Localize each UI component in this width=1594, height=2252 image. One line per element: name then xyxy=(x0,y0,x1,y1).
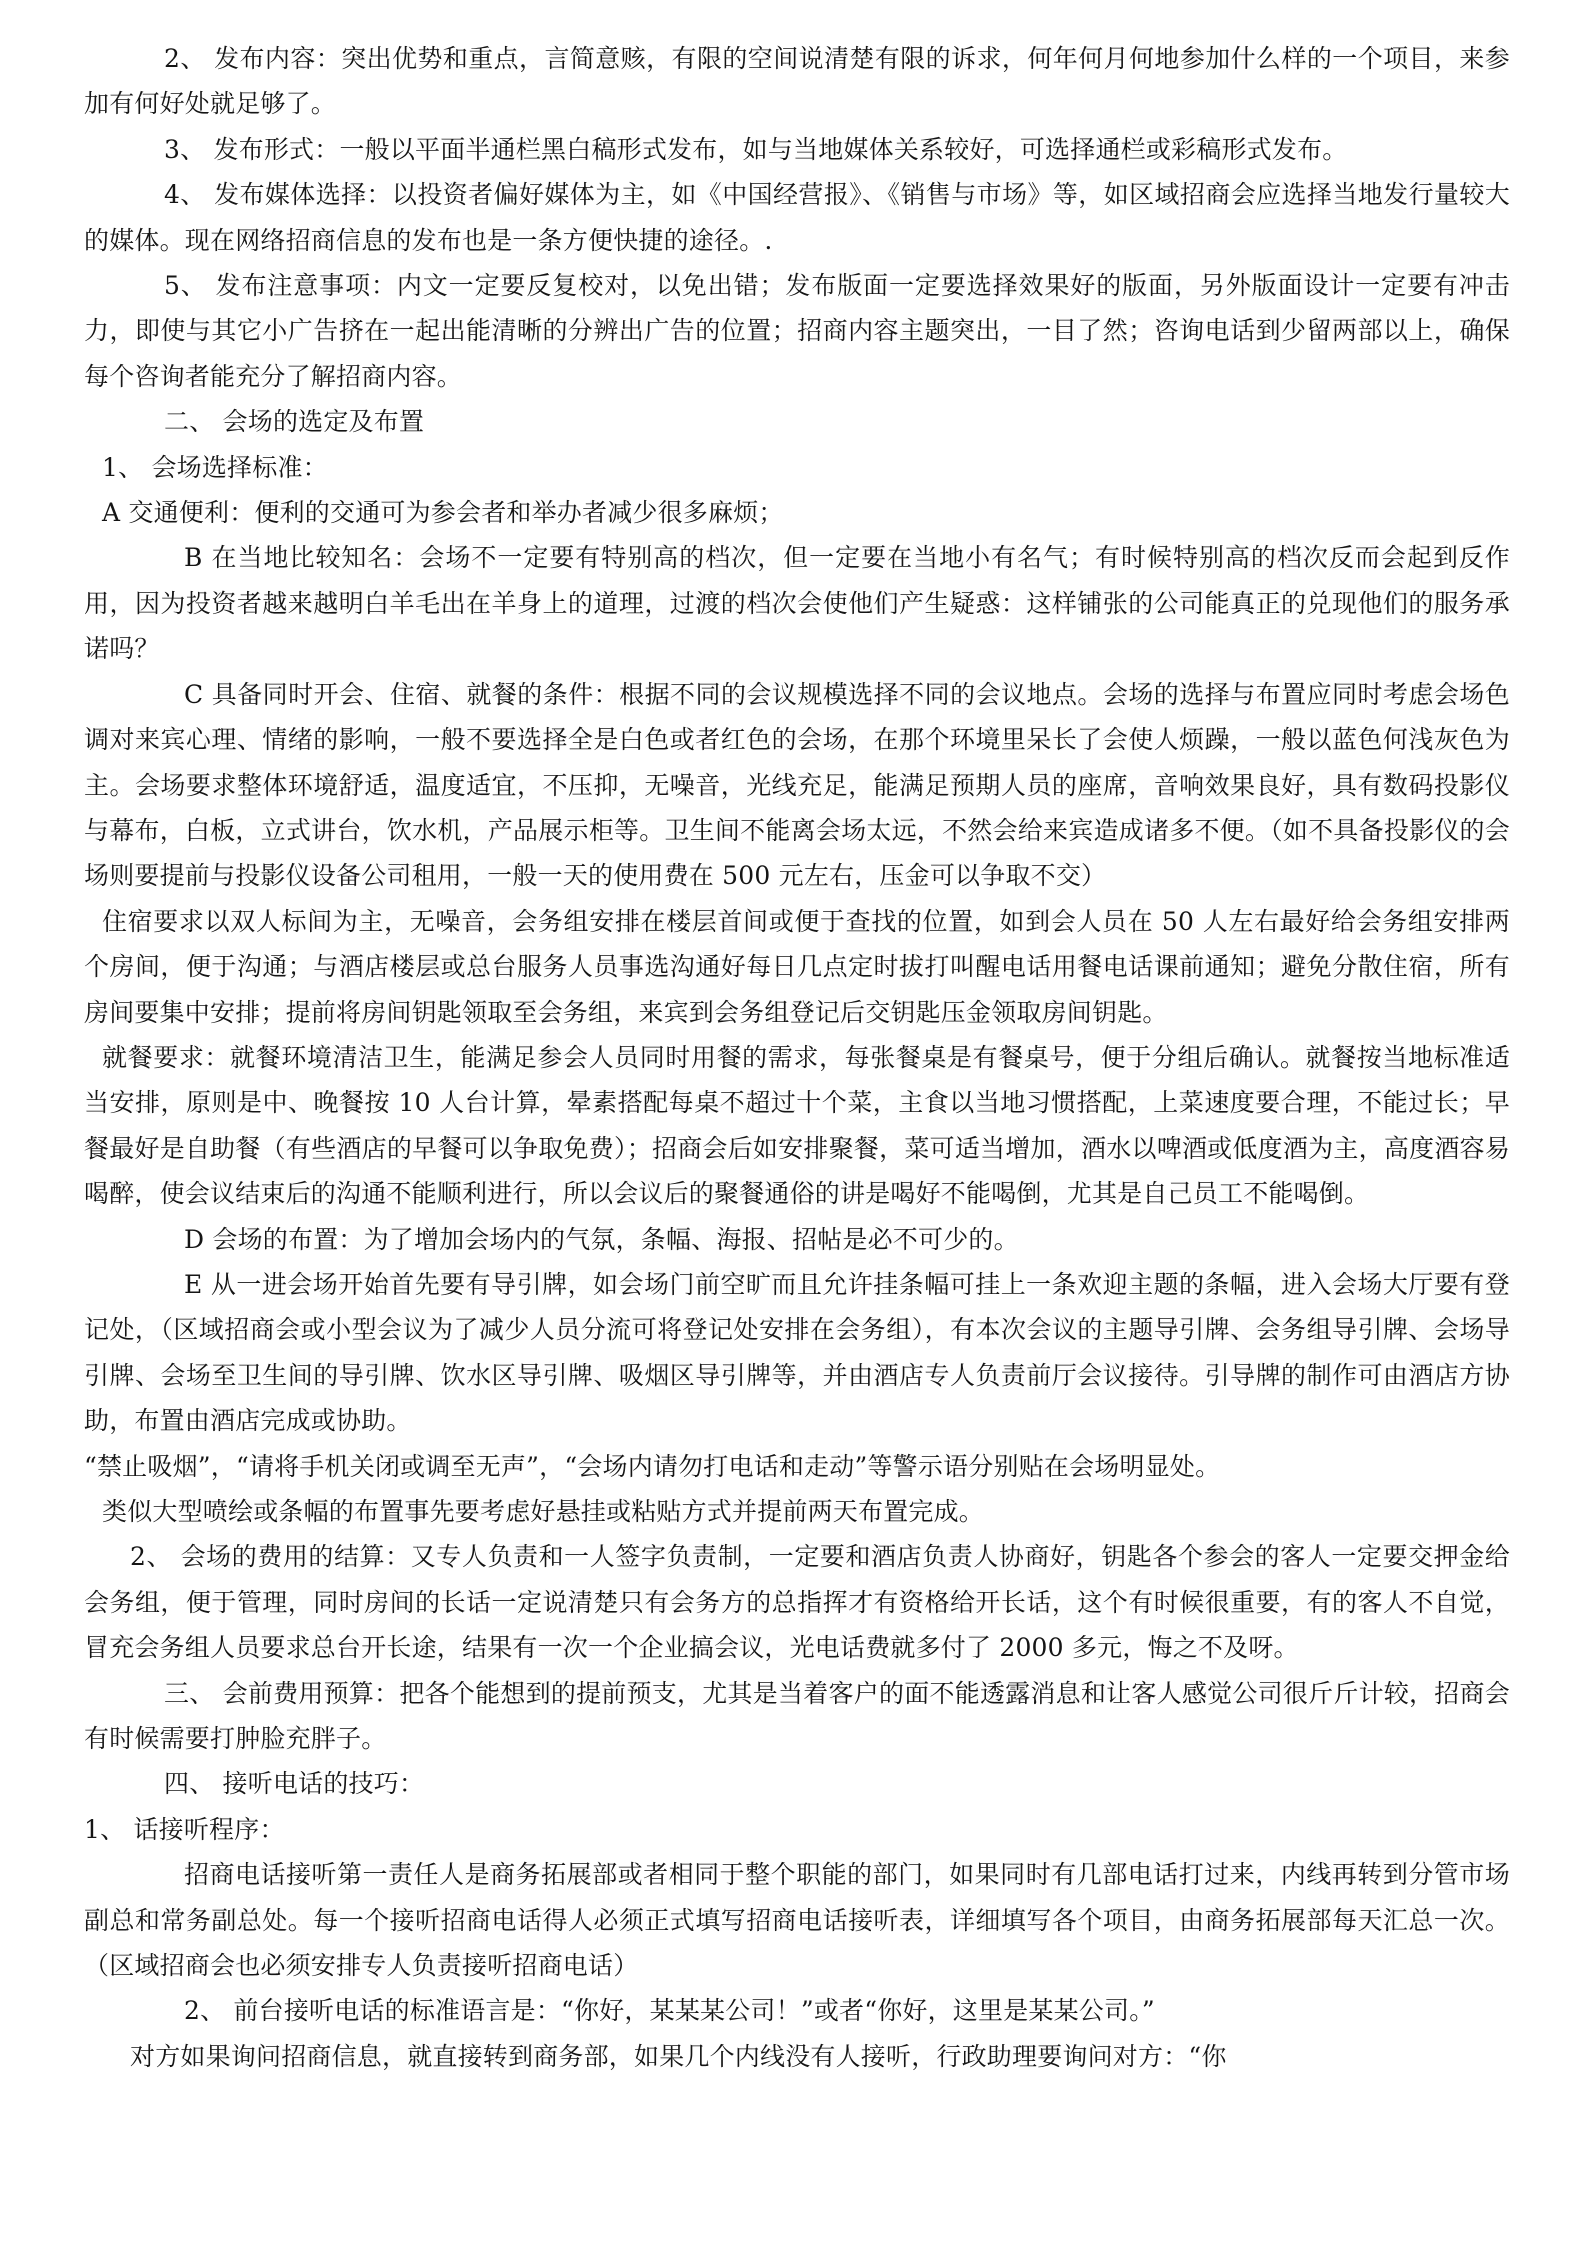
paragraph: 就餐要求：就餐环境清洁卫生，能满足参会人员同时用餐的需求，每张餐桌是有餐桌号，便于分组后确认。就餐按当地标准适当安排，原则是中、晚餐按 10 人台计算，晕素搭配每桌不超过十个菜，主食以当地习惯搭配，上菜速度要合理，不能过长；早餐最好是自助餐（有些酒店的早餐可以争取免费）；招商会后如安排聚餐，菜可适当增加，酒水以啤酒或低度酒为主，高度酒容易喝醉，使会议结束后的沟通不能顺利进行，所以会议后的聚餐通俗的讲是喝好不能喝倒，尤其是自己员工不能喝倒。 xyxy=(84,1042,1510,1209)
paragraph: C 具备同时开会、住宿、就餐的条件：根据不同的会议规模选择不同的会议地点。会场的选择与布置应同时考虑会场色调对来宾心理、情绪的影响，一般不要选择全是白色或者红色的会场，在那个环境里呆长了会使人烦躁，一般以蓝色何浅灰色为主。会场要求整体环境舒适，温度适宜，不压抑，无噪音，光线充足，能满足预期人员的座席，音响效果良好，具有数码投影仪与幕布，白板，立式讲台，饮水机，产品展示柜等。卫生间不能离会场太远，不然会给来宾造成诸多不便。（如不具备投影仪的会场则要提前与投影仪设备公司租用，一般一天的使用费在 500 元左右，压金可以争取不交） xyxy=(84,679,1510,891)
section-heading: 二、 会场的选定及布置 xyxy=(164,407,425,437)
paragraph: “禁止吸烟”，“请将手机关闭或调至无声”，“会场内请勿打电话和走动”等警示语分别贴在会场明显处。 xyxy=(84,1451,1221,1481)
paragraph: 2、 前台接听电话的标准语言是：“你好，某某某公司！”或者“你好，这里是某某公司。” xyxy=(184,1996,1155,2026)
paragraph: B 在当地比较知名：会场不一定要有特别高的档次，但一定要在当地小有名气；有时候特别高的档次反而会起到反作用，因为投资者越来越明白羊毛出在羊身上的道理，过渡的档次会使他们产生疑惑：这样铺张的公司能真正的兑现他们的服务承诺吗？ xyxy=(84,543,1510,664)
paragraph: 住宿要求以双人标间为主，无噪音，会务组安排在楼层首间或便于查找的位置，如到会人员在 50 人左右最好给会务组安排两个房间，便于沟通；与酒店楼层或总台服务人员事选沟通好每日几点定时拔打叫醒电话用餐电话课前通知；避免分散住宿，所有房间要集中安排；提前将房间钥匙领取至会务组，来宾到会务组登记后交钥匙压金领取房间钥匙。 xyxy=(84,906,1510,1027)
paragraph: 3、 发布形式：一般以平面半通栏黑白稿形式发布，如与当地媒体关系较好，可选择通栏或彩稿形式发布。 xyxy=(164,134,1348,164)
paragraph: 2、 会场的费用的结算：又专人负责和一人签字负责制，一定要和酒店负责人协商好，钥匙各个参会的客人一定要交押金给会务组，便于管理，同时房间的长话一定说清楚只有会务方的总指挥才有资格给开长话，这个有时候很重要，有的客人不自觉，冒充会务组人员要求总台开长途，结果有一次一个企业搞会议，光电话费就多付了 2000 多元，悔之不及呀。 xyxy=(84,1542,1510,1663)
paragraph: 5、 发布注意事项：内文一定要反复校对，以免出错；发布版面一定要选择效果好的版面，另外版面设计一定要有冲击力，即使与其它小广告挤在一起出能清晰的分辨出广告的位置；招商内容主题突出，一目了然；咨询电话到少留两部以上，确保每个咨询者能充分了解招商内容。 xyxy=(84,271,1510,391)
paragraph: 类似大型喷绘或条幅的布置事先要考虑好悬挂或粘贴方式并提前两天布置完成。 xyxy=(102,1497,985,1526)
subsection-heading: 1、 话接听程序： xyxy=(84,1814,285,1844)
paragraph: E 从一进会场开始首先要有导引牌，如会场门前空旷而且允许挂条幅可挂上一条欢迎主题的条幅，进入会场大厅要有登记处，（区域招商会或小型会议为了减少人员分流可将登记处安排在会务组），有本次会议的主题导引牌、会务组导引牌、会场导引牌、会场至卫生间的导引牌、饮水区导引牌、吸烟区导引牌等，并由酒店专人负责前厅会议接待。引导牌的制作可由酒店方协助，布置由酒店完成或协助。 xyxy=(84,1269,1510,1436)
paragraph: 对方如果询问招商信息，就直接转到商务部，如果几个内线没有人接听，行政助理要询问对方：“你 xyxy=(130,2041,1227,2071)
section-heading: 四、 接听电话的技巧： xyxy=(164,1769,425,1799)
section-heading: 三、 会前费用预算：把各个能想到的提前预支，尤其是当着客户的面不能透露消息和让客人感觉公司很斤斤计较，招商会有时候需要打肿脸充胖子。 xyxy=(84,1678,1510,1754)
paragraph: D 会场的布置：为了增加会场内的气氛，条幅、海报、招帖是必不可少的。 xyxy=(184,1224,1019,1254)
paragraph: 2、 发布内容：突出优势和重点，言简意赅，有限的空间说清楚有限的诉求，何年何月何地参加什么样的一个项目，来参加有何好处就足够了。 xyxy=(84,44,1510,119)
paragraph: 4、 发布媒体选择：以投资者偏好媒体为主，如《中国经营报》、《销售与市场》等，如区域招商会应选择当地发行量较大的媒体。现在网络招商信息的发布也是一条方便快捷的途径。. xyxy=(84,180,1510,255)
subsection-heading: 1、 会场选择标准： xyxy=(102,452,328,482)
paragraph: 招商电话接听第一责任人是商务拓展部或者相同于整个职能的部门，如果同时有几部电话打过来，内线再转到分管市场副总和常务副总处。每一个接听招商电话得人必须正式填写招商电话接听表，详细填写各个项目，由商务拓展部每天汇总一次。（区域招商会也必须安排专人负责接听招商电话） xyxy=(84,1860,1510,1981)
paragraph: A 交通便利：便利的交通可为参会者和举办者减少很多麻烦； xyxy=(102,498,784,528)
